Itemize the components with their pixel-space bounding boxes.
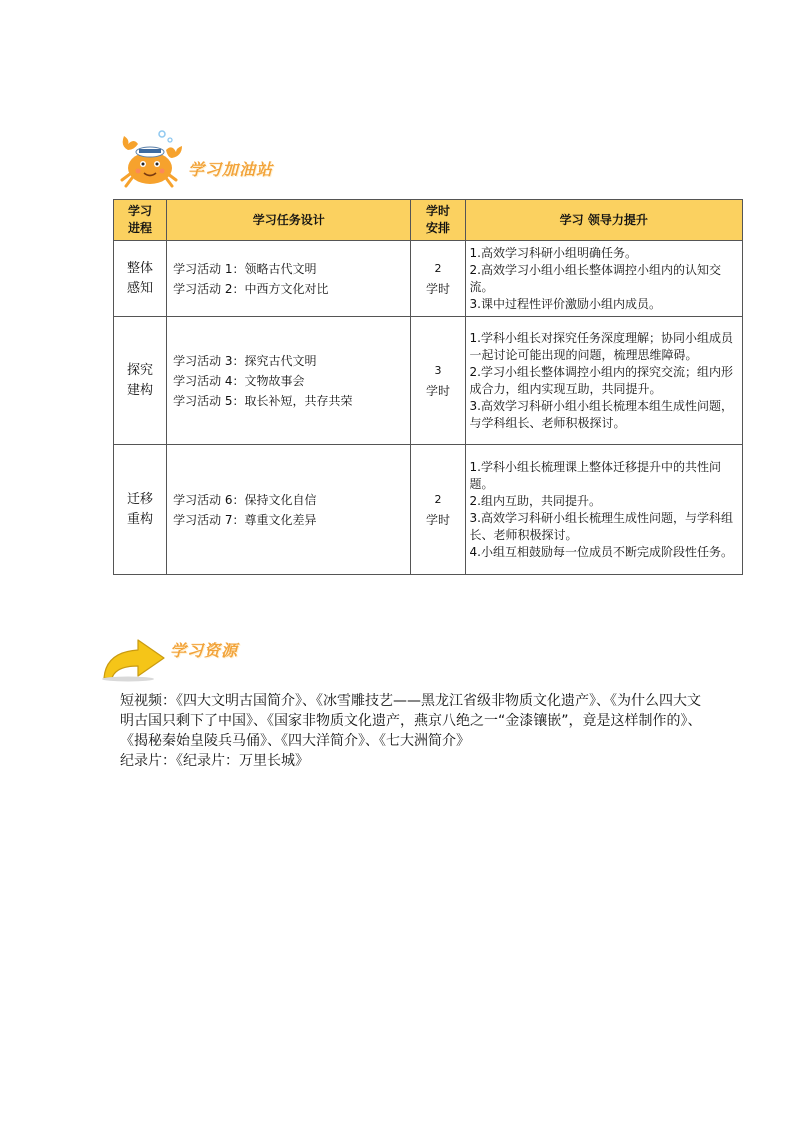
short-video-paragraph: [120, 691, 710, 751]
crab-mascot-icon: [118, 128, 184, 190]
learning-resources-banner: [98, 636, 238, 682]
table-row: [114, 241, 743, 317]
documentary-paragraph: [120, 751, 710, 771]
header-hours: 学时 安排: [411, 200, 465, 241]
lead-cell: 1.高效学习科研小组明确任务。 2.高效学习小组小组长整体调控小组内的认知交流。 3.课中过程性评价激励小组内成员。: [465, 241, 742, 317]
stage-cell: 迁移 重构: [114, 445, 167, 575]
resources-list: [120, 691, 710, 771]
activities-cell: 学习活动 3：探究古代文明 学习活动 4：文物故事会 学习活动 5：取长补短，共存共荣: [167, 317, 411, 445]
learning-plan-table: [113, 199, 743, 575]
table-row: [114, 317, 743, 445]
hours-cell: 2 学时: [411, 241, 465, 317]
activities-cell: 学习活动 1：领略古代文明 学习活动 2：中西方文化对比: [167, 241, 411, 317]
documentary-text: 《纪录片：万里长城》: [176, 753, 309, 769]
banner-title: 学习加油站: [188, 159, 274, 179]
hours-cell: 2 学时: [411, 445, 465, 575]
hours-cell: 3 学时: [411, 317, 465, 445]
stage-cell: 整体 感知: [114, 241, 167, 317]
banner-title: 学习资源: [170, 640, 239, 660]
short-video-label: 短视频：: [120, 693, 176, 709]
header-stage: 学习 进程: [114, 200, 167, 241]
lead-cell: 1.学科小组长梳理课上整体迁移提升中的共性问题。 2.组内互助，共同提升。 3.高效学习科研小组长梳理生成性问题，与学科组长、老师积极探讨。 4.小组互相鼓励每一位成员不断完成阶段性任务。: [465, 445, 742, 575]
short-video-text: 《四大文明古国简介》、《冰雪雕技艺——黑龙江省级非物质文化遗产》、《为什么四大文明古国只剩下了中国》、《国家非物质文化遗产，燕京八绝之一“金漆镶嵌”，竟是这样制作的》、《揭秘秦始皇陵兵马俑》、《四大洋简介》、《七大洲简介》: [120, 693, 702, 749]
lead-cell: 1.学科小组长对探究任务深度理解；协同小组成员一起讨论可能出现的问题，梳理思维障碍。 2.学习小组长整体调控小组内的探究交流；组内形成合力，组内实现互助，共同提升。 3.高效学习科研小组小组长梳理本组生成性问题，与学科组长、老师积极探讨。: [465, 317, 742, 445]
table-header-row: [114, 200, 743, 241]
header-task: 学习任务设计: [167, 200, 411, 241]
curved-arrow-icon: [98, 636, 170, 682]
learning-station-banner: [118, 128, 273, 190]
table-row: [114, 445, 743, 575]
stage-cell: 探究 建构: [114, 317, 167, 445]
documentary-label: 纪录片：: [120, 753, 176, 769]
header-lead: 学习 领导力提升: [465, 200, 742, 241]
activities-cell: 学习活动 6：保持文化自信 学习活动 7：尊重文化差异: [167, 445, 411, 575]
